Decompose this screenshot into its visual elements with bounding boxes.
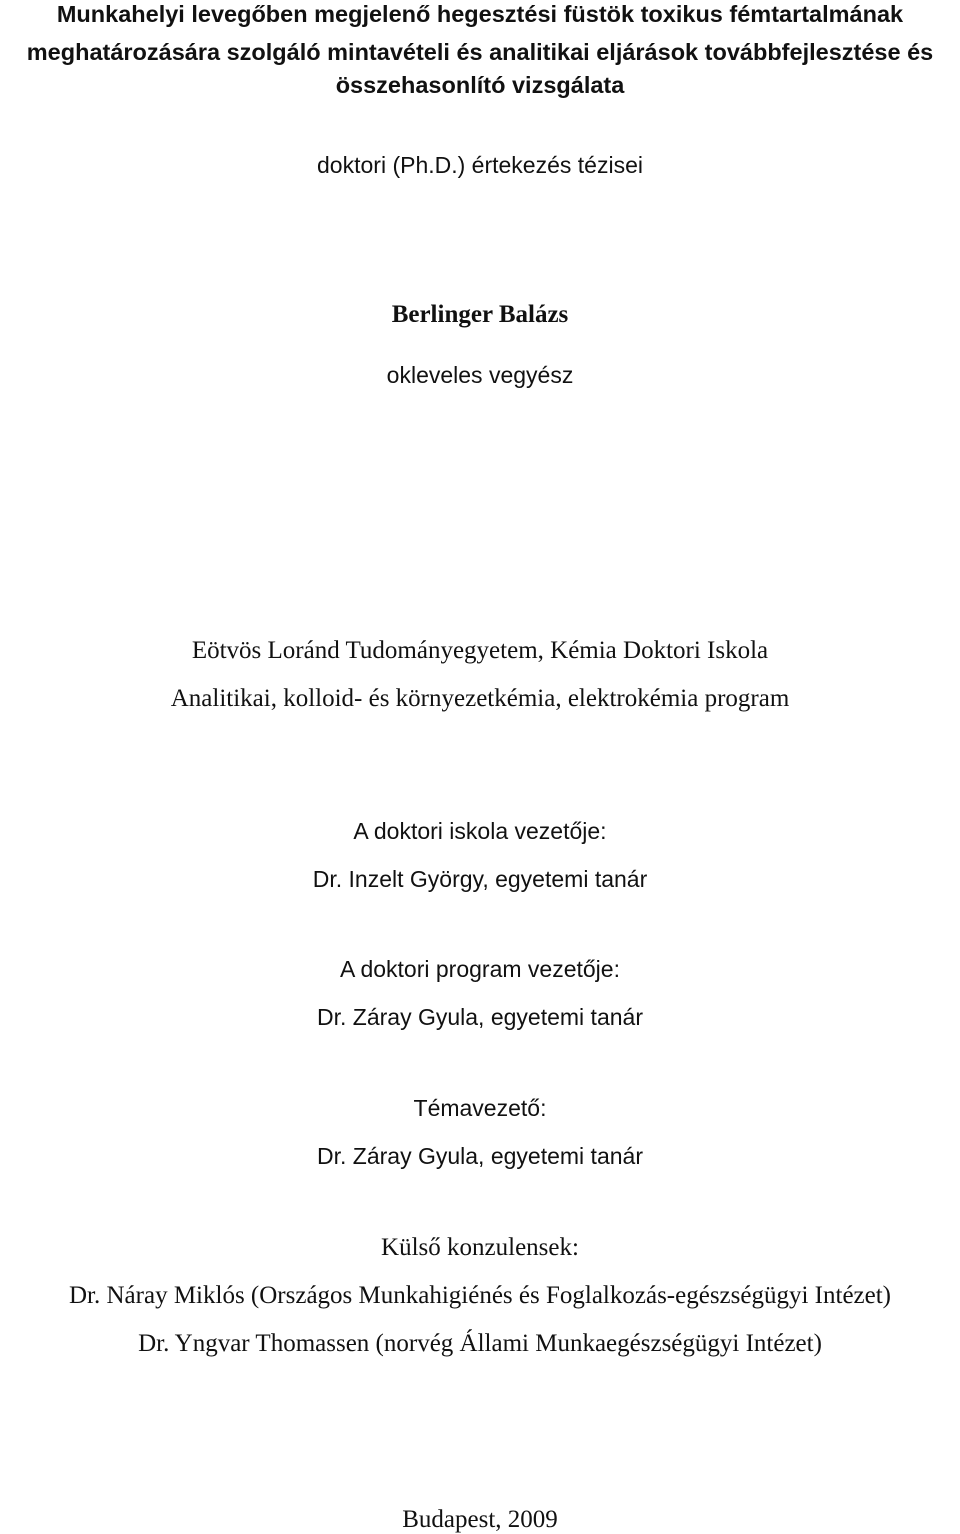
place-and-date: Budapest, 2009	[402, 1506, 558, 1533]
university-line: Eötvös Loránd Tudományegyetem, Kémia Doktori Iskola	[191, 637, 769, 664]
program-head-name: Dr. Záray Gyula, egyetemi tanár	[317, 1004, 643, 1030]
author-degree: okleveles vegyész	[386, 362, 574, 388]
supervisor-name: Dr. Záray Gyula, egyetemi tanár	[317, 1143, 643, 1169]
consultants-label: Külső konzulensek:	[381, 1234, 579, 1261]
school-head-name: Dr. Inzelt György, egyetemi tanár	[312, 866, 648, 892]
thesis-title-line-1: Munkahelyi levegőben megjelenő hegesztési füstök toxikus fémtartalmának	[56, 1, 904, 27]
consultant-2: Dr. Yngvar Thomassen (norvég Állami Munkaegészségügyi Intézet)	[138, 1330, 822, 1357]
program-line: Analitikai, kolloid- és környezetkémia, elektrokémia program	[170, 685, 790, 712]
thesis-title-line-2: meghatározására szolgáló mintavételi és analitikai eljárások továbbfejlesztése és	[26, 39, 934, 65]
consultant-1: Dr. Náray Miklós (Országos Munkahigiénés és Foglalkozás-egészségügyi Intézet)	[69, 1282, 891, 1309]
supervisor-label: Témavezető:	[413, 1095, 547, 1121]
document-subtitle: doktori (Ph.D.) értekezés tézisei	[317, 152, 643, 178]
thesis-title-line-3: összehasonlító vizsgálata	[335, 72, 625, 98]
program-head-label: A doktori program vezetője:	[340, 956, 620, 982]
school-head-label: A doktori iskola vezetője:	[353, 818, 607, 844]
author-name: Berlinger Balázs	[391, 301, 569, 328]
